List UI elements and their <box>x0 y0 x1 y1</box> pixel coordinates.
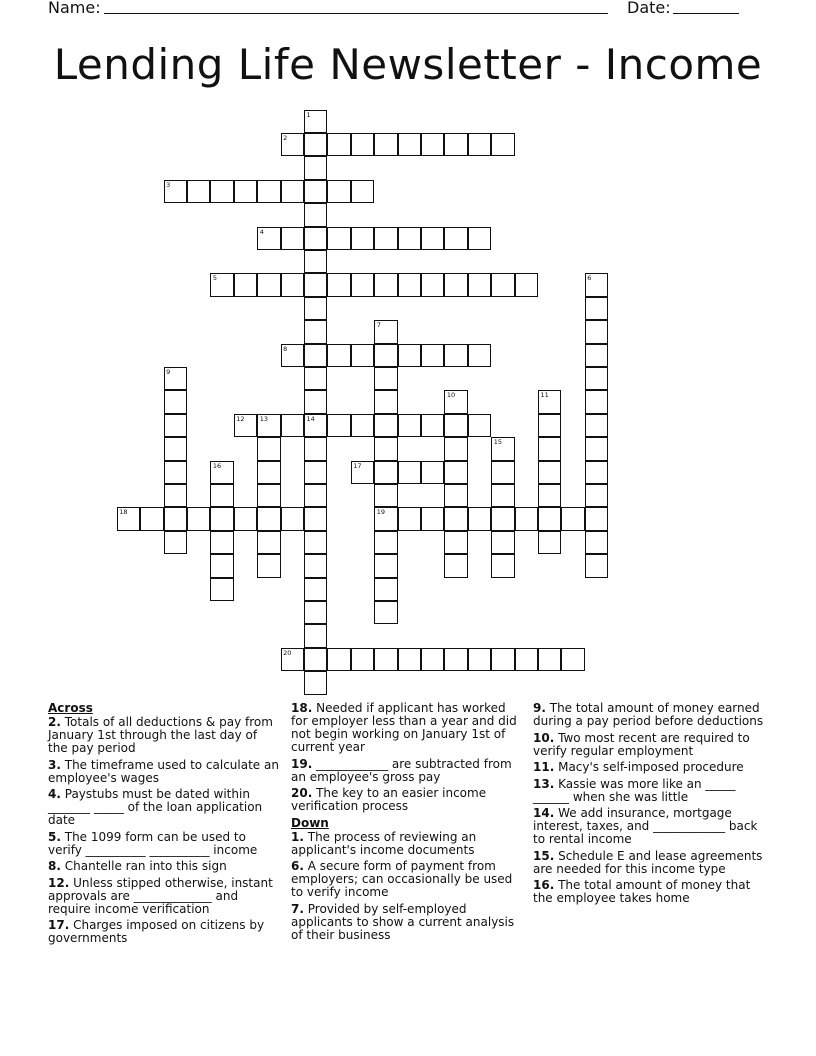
cell-number: 12 <box>236 414 245 423</box>
crossword-cell[interactable] <box>538 461 561 484</box>
crossword-cell[interactable] <box>444 273 467 296</box>
crossword-cell[interactable] <box>304 273 327 296</box>
crossword-cell[interactable] <box>164 180 187 203</box>
crossword-cell[interactable] <box>585 297 608 320</box>
crossword-cell[interactable] <box>351 461 374 484</box>
crossword-cell[interactable] <box>304 320 327 343</box>
crossword-cell[interactable] <box>398 273 421 296</box>
crossword-cell[interactable] <box>257 484 280 507</box>
crossword-cell[interactable] <box>374 320 397 343</box>
clue-down-16: 16. The total amount of money that the employee takes home <box>533 878 751 905</box>
crossword-cell[interactable] <box>374 437 397 460</box>
crossword-cell[interactable] <box>374 484 397 507</box>
crossword-cell[interactable] <box>374 344 397 367</box>
clue-across-8: 8. Chantelle ran into this sign <box>48 859 227 873</box>
cell-number: 10 <box>446 391 456 400</box>
crossword-cell[interactable] <box>374 227 397 250</box>
crossword-cell[interactable] <box>468 507 491 530</box>
crossword-cell[interactable] <box>585 320 608 343</box>
crossword-cell[interactable] <box>585 390 608 413</box>
cell-number: 4 <box>259 227 264 236</box>
crossword-cell[interactable] <box>304 110 327 133</box>
crossword-cell[interactable] <box>585 507 608 530</box>
crossword-cell[interactable] <box>398 461 421 484</box>
crossword-cell[interactable] <box>538 390 561 413</box>
crossword-cell[interactable] <box>257 461 280 484</box>
clue-down-14: 14. We add insurance, mortgage interest, taxes, and ____________ back to rental income <box>533 806 758 846</box>
crossword-cell[interactable] <box>468 133 491 156</box>
crossword-cell[interactable] <box>257 437 280 460</box>
cell-number: 2 <box>283 134 288 142</box>
crossword-cell[interactable] <box>585 344 608 367</box>
crossword-cell[interactable] <box>538 648 561 671</box>
clues-column-3 <box>533 702 769 909</box>
crossword-cell[interactable] <box>164 367 187 390</box>
cell-number: 7 <box>376 321 381 330</box>
cell-number: 16 <box>212 461 222 470</box>
crossword-cell[interactable] <box>164 461 187 484</box>
crossword-cell[interactable] <box>538 507 561 530</box>
crossword-cell[interactable] <box>210 531 233 554</box>
crossword-cell[interactable] <box>421 648 444 671</box>
crossword-cell[interactable] <box>491 507 514 530</box>
cell-number: 9 <box>166 368 171 376</box>
crossword-cell[interactable] <box>210 180 233 203</box>
crossword-cell[interactable] <box>304 133 327 156</box>
clue-down-13: 13. Kassie was more like an _____ ______ when she was little <box>533 776 736 804</box>
crossword-cell[interactable] <box>210 554 233 577</box>
crossword-cell[interactable] <box>281 180 304 203</box>
name-label: Name: <box>48 0 101 17</box>
crossword-cell[interactable] <box>281 344 304 367</box>
crossword-cell[interactable] <box>304 390 327 413</box>
crossword-cell[interactable] <box>304 648 327 671</box>
crossword-cell[interactable] <box>164 531 187 554</box>
cell-number: 19 <box>376 508 385 517</box>
crossword-cell[interactable] <box>304 227 327 250</box>
crossword-cell[interactable] <box>304 437 327 460</box>
crossword-cell[interactable] <box>444 507 467 530</box>
crossword-cell[interactable] <box>304 414 327 437</box>
crossword-cell[interactable] <box>210 484 233 507</box>
crossword-cell[interactable] <box>374 461 397 484</box>
crossword-cell[interactable] <box>444 133 467 156</box>
crossword-cell[interactable] <box>187 507 210 530</box>
crossword-cell[interactable] <box>281 507 304 530</box>
crossword-cell[interactable] <box>398 507 421 530</box>
cell-number: 8 <box>283 344 288 353</box>
clue-across-20: 20. The key to an easier income verification process <box>291 786 487 813</box>
crossword-cell[interactable] <box>304 601 327 624</box>
crossword-cell[interactable] <box>210 461 233 484</box>
crossword-cell[interactable] <box>304 624 327 647</box>
crossword-cell[interactable] <box>327 648 350 671</box>
crossword-cell[interactable] <box>421 414 444 437</box>
crossword-cell[interactable] <box>374 273 397 296</box>
crossword-cell[interactable] <box>351 180 374 203</box>
crossword-cell[interactable] <box>164 390 187 413</box>
clue-down-11: 11. Macy's self-imposed procedure <box>533 760 744 774</box>
crossword-cell[interactable] <box>304 554 327 577</box>
crossword-cell[interactable] <box>257 180 280 203</box>
crossword-cell[interactable] <box>444 227 467 250</box>
crossword-cell[interactable] <box>421 133 444 156</box>
crossword-cell[interactable] <box>421 344 444 367</box>
crossword-cell[interactable] <box>374 648 397 671</box>
crossword-cell[interactable] <box>444 414 467 437</box>
crossword-cell[interactable] <box>304 671 327 694</box>
crossword-cell[interactable] <box>281 227 304 250</box>
crossword-cell[interactable] <box>444 484 467 507</box>
crossword-cell[interactable] <box>585 554 608 577</box>
crossword-cell[interactable] <box>585 273 608 296</box>
crossword-cell[interactable] <box>327 344 350 367</box>
crossword-cell[interactable] <box>374 133 397 156</box>
crossword-cell[interactable] <box>421 507 444 530</box>
crossword-cell[interactable] <box>281 273 304 296</box>
cell-number: 5 <box>212 274 218 283</box>
crossword-cell[interactable] <box>421 227 444 250</box>
crossword-cell[interactable] <box>304 578 327 601</box>
cell-number: 14 <box>306 414 315 423</box>
crossword-cell[interactable] <box>351 273 374 296</box>
clues-column-1 <box>48 702 280 949</box>
cell-number: 6 <box>587 274 592 283</box>
crossword-cell[interactable] <box>444 648 467 671</box>
crossword-cell[interactable] <box>234 180 257 203</box>
crossword-cell[interactable] <box>468 648 491 671</box>
clue-across-4: 4. Paystubs must be dated within _______ _____ of the loan application date <box>48 787 263 827</box>
crossword-cell[interactable] <box>210 273 233 296</box>
down-heading: Down <box>291 815 329 830</box>
crossword-cell[interactable] <box>304 203 327 226</box>
crossword-cell[interactable] <box>210 578 233 601</box>
crossword-cell[interactable] <box>257 227 280 250</box>
crossword-cell[interactable] <box>468 273 491 296</box>
crossword-cell[interactable] <box>351 133 374 156</box>
crossword-cell[interactable] <box>515 648 538 671</box>
crossword-cell[interactable] <box>538 531 561 554</box>
crossword-cell[interactable] <box>538 437 561 460</box>
clue-down-6: 6. A secure form of payment from employers; can occasionally be used to verify income <box>291 859 513 899</box>
clue-across-5: 5. The 1099 form can be used to verify __________ __________ income <box>48 829 258 857</box>
cell-number: 15 <box>493 438 502 447</box>
crossword-cell[interactable] <box>140 507 163 530</box>
crossword-cell[interactable] <box>374 601 397 624</box>
cell-number: 17 <box>353 461 362 470</box>
crossword-cell[interactable] <box>304 531 327 554</box>
across-heading: Across <box>48 701 93 715</box>
crossword-cell[interactable] <box>585 414 608 437</box>
crossword-cell[interactable] <box>351 227 374 250</box>
crossword-cell[interactable] <box>210 507 233 530</box>
crossword-cell[interactable] <box>304 367 327 390</box>
crossword-cell[interactable] <box>304 344 327 367</box>
cell-number: 20 <box>283 648 292 657</box>
crossword-cell[interactable] <box>585 367 608 390</box>
cell-number: 13 <box>259 414 268 423</box>
crossword-cell[interactable] <box>491 273 514 296</box>
crossword-cell[interactable] <box>421 461 444 484</box>
cell-number: 3 <box>166 180 171 189</box>
crossword-cell[interactable] <box>374 367 397 390</box>
cell-number: 18 <box>119 508 128 517</box>
crossword-cell[interactable] <box>257 554 280 577</box>
crossword-cell[interactable] <box>585 461 608 484</box>
cell-number: 11 <box>540 391 549 400</box>
crossword-cell[interactable] <box>304 461 327 484</box>
crossword-cell[interactable] <box>444 390 467 413</box>
crossword-cell[interactable] <box>561 507 584 530</box>
crossword-cell[interactable] <box>398 414 421 437</box>
crossword-cell[interactable] <box>351 414 374 437</box>
crossword-cell[interactable] <box>257 507 280 530</box>
crossword-cell[interactable] <box>374 390 397 413</box>
crossword-cell[interactable] <box>491 437 514 460</box>
crossword-cell[interactable] <box>164 414 187 437</box>
crossword-cell[interactable] <box>585 484 608 507</box>
crossword-cell[interactable] <box>327 133 350 156</box>
crossword-cell[interactable] <box>327 180 350 203</box>
crossword-cell[interactable] <box>351 344 374 367</box>
crossword-cell[interactable] <box>304 180 327 203</box>
crossword-cell[interactable] <box>585 437 608 460</box>
crossword-cell[interactable] <box>515 507 538 530</box>
crossword-cell[interactable] <box>538 414 561 437</box>
crossword-cell[interactable] <box>327 414 350 437</box>
crossword-cell[interactable] <box>398 344 421 367</box>
crossword-cell[interactable] <box>257 273 280 296</box>
clue-across-12: 12. Unless stipped otherwise, instant approvals are _____________ and require income verification <box>48 875 273 916</box>
clue-across-19: 19. ____________ are subtracted from an employee's gross pay <box>291 756 512 784</box>
crossword-cell[interactable] <box>491 484 514 507</box>
crossword-cell[interactable] <box>491 133 514 156</box>
clues-column-2 <box>291 702 523 945</box>
crossword-cell[interactable] <box>164 507 187 530</box>
crossword-cell[interactable] <box>491 531 514 554</box>
clue-across-18: 18. Needed if applicant has worked for employer less than a year and did not begin working on January 1st of current year <box>291 701 517 754</box>
crossword-cell[interactable] <box>304 484 327 507</box>
clue-down-9: 9. The total amount of money earned during a pay period before deductions <box>533 701 764 728</box>
crossword-cell[interactable] <box>515 273 538 296</box>
crossword-cell[interactable] <box>374 554 397 577</box>
clue-across-17: 17. Charges imposed on citizens by governments <box>48 918 265 945</box>
crossword-cell[interactable] <box>304 156 327 179</box>
crossword-cell[interactable] <box>304 250 327 273</box>
date-label: Date: <box>627 0 671 17</box>
crossword-cell[interactable] <box>327 227 350 250</box>
crossword-cell[interactable] <box>257 414 280 437</box>
crossword-cell[interactable] <box>444 554 467 577</box>
crossword-cell[interactable] <box>304 507 327 530</box>
cell-number: 1 <box>306 110 311 119</box>
crossword-cell[interactable] <box>374 507 397 530</box>
crossword-cell[interactable] <box>117 507 140 530</box>
crossword-cell[interactable] <box>468 414 491 437</box>
crossword-cell[interactable] <box>444 437 467 460</box>
crossword-cell[interactable] <box>327 273 350 296</box>
crossword-cell[interactable] <box>491 461 514 484</box>
crossword-cell[interactable] <box>234 273 257 296</box>
crossword-cell[interactable] <box>491 554 514 577</box>
crossword-cell[interactable] <box>304 297 327 320</box>
crossword-cell[interactable] <box>468 227 491 250</box>
crossword-cell[interactable] <box>398 133 421 156</box>
crossword-cell[interactable] <box>444 531 467 554</box>
crossword-cell[interactable] <box>351 648 374 671</box>
crossword-cell[interactable] <box>398 648 421 671</box>
crossword-cell[interactable] <box>164 484 187 507</box>
crossword-cell[interactable] <box>444 344 467 367</box>
clue-down-10: 10. Two most recent are required to verify regular employment <box>533 730 750 758</box>
crossword-cell[interactable] <box>281 133 304 156</box>
crossword-cell[interactable] <box>538 484 561 507</box>
crossword-cell[interactable] <box>561 648 584 671</box>
clue-down-15: 15. Schedule E and lease agreements are needed for this income type <box>533 848 763 876</box>
crossword-cell[interactable] <box>585 531 608 554</box>
crossword-cell[interactable] <box>374 531 397 554</box>
crossword-cell[interactable] <box>281 414 304 437</box>
clue-across-3: 3. The timeframe used to calculate an employee's wages <box>48 757 279 785</box>
crossword-cell[interactable] <box>421 273 444 296</box>
crossword-cell[interactable] <box>374 414 397 437</box>
crossword-cell[interactable] <box>444 461 467 484</box>
crossword-cell[interactable] <box>164 437 187 460</box>
crossword-cell[interactable] <box>468 344 491 367</box>
crossword-cell[interactable] <box>234 414 257 437</box>
crossword-cell[interactable] <box>398 227 421 250</box>
crossword-cell[interactable] <box>491 648 514 671</box>
crossword-cell[interactable] <box>281 648 304 671</box>
clue-down-1: 1. The process of reviewing an applicant's income documents <box>291 829 477 857</box>
page-title: Lending Life Newsletter - Income <box>53 40 763 89</box>
clue-across-2: 2. Totals of all deductions & pay from January 1st through the last day of the pay period <box>48 715 273 755</box>
crossword-cell[interactable] <box>234 507 257 530</box>
crossword-cell[interactable] <box>257 531 280 554</box>
crossword-cell[interactable] <box>187 180 210 203</box>
crossword-cell[interactable] <box>374 578 397 601</box>
clue-down-7: 7. Provided by self-employed applicants to show a current analysis of their business <box>291 901 515 942</box>
